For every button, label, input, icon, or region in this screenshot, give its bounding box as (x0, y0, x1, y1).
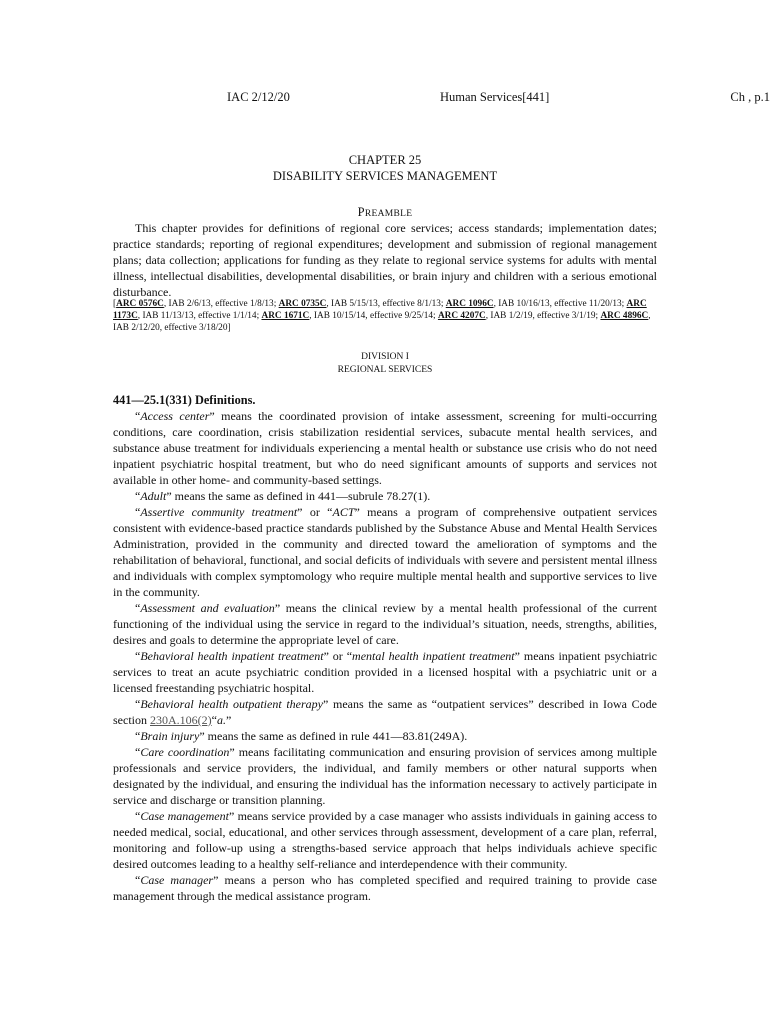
definition-text: ” means the coordinated provision of intake assessment, screening for multi-occurring conditions, care coordination, crisis stabilization residential services, subacute mental health services, and substance abuse treatment for individuals experiencing a mental health or substance use crisis who do not need inpatient psychiatric hospital treatment, but who do need significant amounts of supports and services not available in other home- and community-based settings. (113, 409, 657, 487)
defined-term: Adult (140, 489, 167, 503)
quote-mark: “ (135, 873, 141, 887)
defined-term-alt: ACT (332, 505, 355, 519)
definition-item (113, 600, 657, 648)
arc-details: , IAB 10/16/13, effective 11/20/13; (493, 299, 627, 309)
arc-reference[interactable]: ARC 0735C (278, 299, 327, 309)
defined-term: Case management (140, 809, 229, 823)
arc-reference[interactable]: ARC 1173C (113, 299, 647, 321)
definition-text: ” means the same as “outpatient services” described in Iowa Code section (113, 697, 657, 727)
arc-details: , IAB 1/2/19, effective 3/1/19; (485, 311, 601, 321)
arc-reference[interactable]: ARC 0576C (116, 299, 164, 309)
definitions-section (113, 392, 657, 904)
definition-text: ” means service provided by a case manager who assists individuals in gaining access to needed medical, social, educational, and other services through assessment, development of a care plan, referral, monitoring and follow-up using a strengths-based service approach that helps individuals achieve specific desired outcomes leading to a healthy self-reliance and interdependence with their community. (113, 809, 657, 871)
quote-mark: “ (135, 697, 141, 711)
arc-details: , IAB 2/12/20, effective 3/18/20] (113, 311, 651, 333)
definition-text: ” means a person who has completed specified and required training to provide case management through the medical assistance program. (113, 873, 657, 903)
defined-term: Behavioral health inpatient treatment (140, 649, 324, 663)
definition-text: ” means a program of comprehensive outpatient services consistent with evidence-based practice standards published by the Substance Abuse and Mental Health Services Administration, provided in the community and directed toward the amelioration of symptoms and the rehabilitation of behavioral, functional, and social deficits of individuals with severe and persistent mental illness and individuals with complex symptomology who require multiple mental health and supportive services to live in the community. (113, 505, 658, 599)
quote-mark: “ (135, 649, 141, 663)
arc-details: , IAB 2/6/13, effective 1/8/13; (163, 299, 279, 309)
arc-details: , IAB 5/15/13, effective 8/1/13; (326, 299, 446, 309)
term-connector: ” or “ (297, 505, 333, 519)
arc-details: , IAB 11/13/13, effective 1/1/14; (137, 311, 262, 321)
quote-mark: “ (135, 809, 141, 823)
quote-mark: “ (135, 601, 141, 615)
arc-reference[interactable]: ARC 1671C (261, 311, 310, 321)
definition-text: ” means the clinical review by a mental health professional of the current functioning of the individual using the service in regard to the individual’s situation, needs, strengths, abilities, desires and goals to determine the appropriate level of care. (113, 601, 657, 647)
definition-item (113, 872, 657, 904)
quote-mark: “ (211, 713, 217, 727)
rule-title: 441—25.1(331) Definitions. (113, 393, 256, 407)
arc-reference[interactable]: ARC 1096C (445, 299, 494, 309)
quote-mark: “ (135, 745, 141, 759)
arc-reference[interactable]: ARC 4207C (437, 311, 486, 321)
defined-term: Behavioral health outpatient therapy (140, 697, 323, 711)
chapter-title: DISABILITY SERVICES MANAGEMENT (272, 169, 498, 183)
defined-term: Brain injury (140, 729, 200, 743)
quote-mark: “ (135, 409, 141, 423)
definition-item (113, 744, 657, 808)
arc-details: , IAB 10/15/14, effective 9/25/14; (309, 311, 438, 321)
preamble-heading: PREAMBLE (357, 205, 413, 219)
defined-term: Assertive community treatment (140, 505, 298, 519)
definition-item (113, 504, 657, 600)
quote-mark: “ (135, 729, 141, 743)
definition-item (113, 408, 657, 488)
header-page: Ch , p.1 (730, 90, 770, 104)
division-title: REGIONAL SERVICES (337, 365, 433, 375)
definition-item (113, 808, 657, 872)
definition-item (113, 488, 657, 504)
term-connector: ” or “ (323, 649, 353, 663)
code-section-link[interactable]: 230A.106(2) (150, 713, 212, 727)
definition-item (113, 648, 657, 696)
definition-text: ” means facilitating communication and ensuring provision of services among multiple professionals and service providers, the individual, and family members or other natural supports when designated by the individual, and ensuring the individual has the information necessary to actively participate in service and discharge or transition planning. (113, 745, 657, 807)
defined-term: Assessment and evaluation (140, 601, 275, 615)
definition-text: ” means inpatient psychiatric services to treat an acute psychiatric condition provided in a licensed hospital with a psychiatric unit or a licensed freestanding psychiatric hospital. (113, 649, 657, 695)
definition-text: ” means the same as defined in rule 441—83.81(249A). (199, 729, 468, 743)
definition-item (113, 696, 657, 728)
defined-term-alt: mental health inpatient treatment (352, 649, 515, 663)
defined-term: Access center (140, 409, 210, 423)
quote-mark: “ (135, 489, 141, 503)
paragraph-ref: a. (217, 713, 226, 727)
quote-mark: “ (135, 505, 141, 519)
header-date: IAC 2/12/20 (227, 90, 290, 104)
preamble-text: This chapter provides for definitions of regional core services; access standards; implementation dates; practice standards; reporting of regional expenditures; development and submission of regional management plans; data collection; applications for funding as they relate to regional service systems for adults with mental illness, intellectual disabilities, developmental disabilities, or brain injury and children with a serious emotional disturbance. (113, 221, 657, 299)
defined-term: Case manager (140, 873, 214, 887)
definition-item (113, 728, 657, 744)
defined-term: Care coordination (140, 745, 230, 759)
header-agency: Human Services[441] (440, 90, 550, 104)
division-number: DIVISION I (361, 352, 409, 362)
quote-mark: ” (226, 713, 232, 727)
definition-text: ” means the same as defined in 441—subrule 78.27(1). (166, 489, 431, 503)
arc-reference[interactable]: ARC 4896C (600, 311, 649, 321)
definition-list (113, 408, 657, 904)
history-note: [ARC 0576C, IAB 2/6/13, effective 1/8/13; ARC 0735C, IAB 5/15/13, effective 8/1/13; ARC 1096C, IAB 10/16/13, effective 11/20/13; ARC 1173C, IAB 11/13/13, effective 1/1/14; ARC 1671C, IAB 10/15/14, effective 9/25/14; ARC 4207C, IAB 1/2/19, effective 3/1/19; ARC 4896C, IAB 2/12/20, effective 3/18/20] (113, 299, 651, 333)
chapter-number: CHAPTER 25 (348, 153, 422, 167)
